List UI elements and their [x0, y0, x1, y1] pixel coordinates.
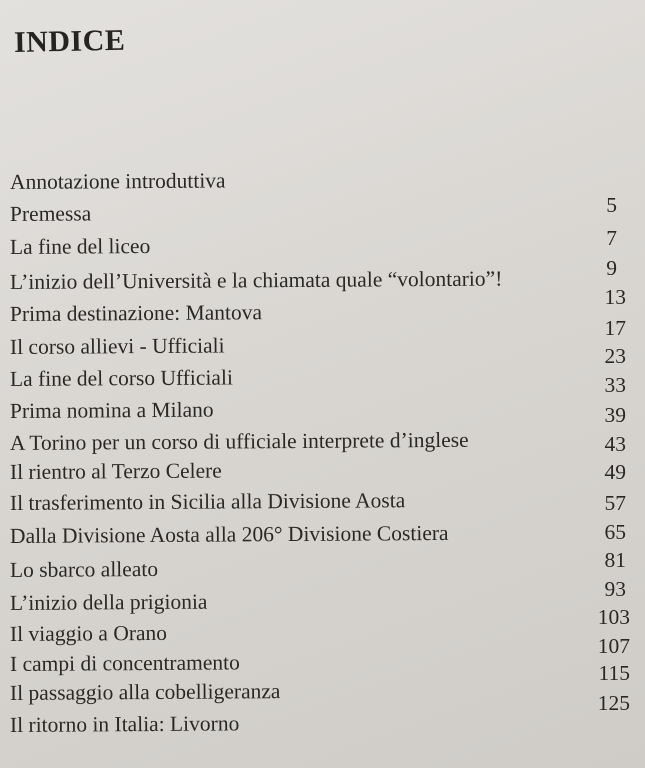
toc-entry-title: L’inizio dell’Università e la chiamata quale “volontario”!: [9, 266, 503, 294]
toc-page-number: 103: [597, 605, 630, 629]
toc-page-number: 43: [604, 432, 626, 456]
toc-entry-title: Il corso allievi - Ufficiali: [9, 333, 225, 359]
toc-entry-title: Il viaggio a Orano: [9, 620, 168, 646]
toc-entry-title: A Torino per un corso di ufficiale interprete d’inglese: [9, 427, 469, 455]
toc-entry-title: Il rientro al Terzo Celere: [9, 458, 222, 484]
toc-page-number: 65: [604, 520, 626, 544]
toc-entry-title: Premessa: [9, 201, 92, 226]
toc-entry-title: I campi di concentramento: [9, 650, 240, 676]
toc-page-number: 33: [604, 373, 626, 397]
toc-entry-title: La fine del corso Ufficiali: [9, 365, 233, 391]
toc-page-number: 17: [604, 316, 626, 340]
toc-page-number: 5: [606, 193, 617, 217]
toc-page-number: 7: [606, 226, 617, 250]
toc-page-number: 81: [604, 548, 626, 572]
toc-entry-title: Prima destinazione: Mantova: [9, 300, 263, 326]
toc-page-number: 125: [597, 691, 630, 715]
toc-entry-title: Dalla Divisione Aosta alla 206° Divisione Costiera: [9, 520, 449, 548]
toc-entry-title: Il trasferimento in Sicilia alla Divisione Aosta: [9, 488, 406, 515]
toc-page-number: 23: [604, 344, 626, 368]
toc-page-number: 49: [604, 460, 626, 484]
page-title: INDICE: [13, 23, 126, 59]
toc-entry-title: Annotazione introduttiva: [9, 168, 226, 194]
toc-entry-title: Lo sbarco alleato: [9, 556, 159, 582]
toc-page-number: 93: [604, 577, 626, 601]
toc-page-number: 57: [604, 491, 626, 515]
toc-page-number: 9: [606, 256, 617, 280]
toc-entry-title: Il passaggio alla cobelligeranza: [9, 679, 281, 705]
toc-entry-title: Il ritorno in Italia: Livorno: [9, 711, 240, 737]
toc-entry-title: La fine del liceo: [9, 234, 151, 259]
toc-entry-title: L’inizio della prigionia: [9, 589, 208, 615]
toc-page-number: 107: [597, 634, 630, 658]
toc-page-number: 115: [598, 661, 630, 685]
toc-entry-title: Prima nomina a Milano: [9, 397, 214, 423]
toc-page-number: 13: [604, 285, 626, 309]
toc-page-number: 39: [604, 403, 626, 427]
